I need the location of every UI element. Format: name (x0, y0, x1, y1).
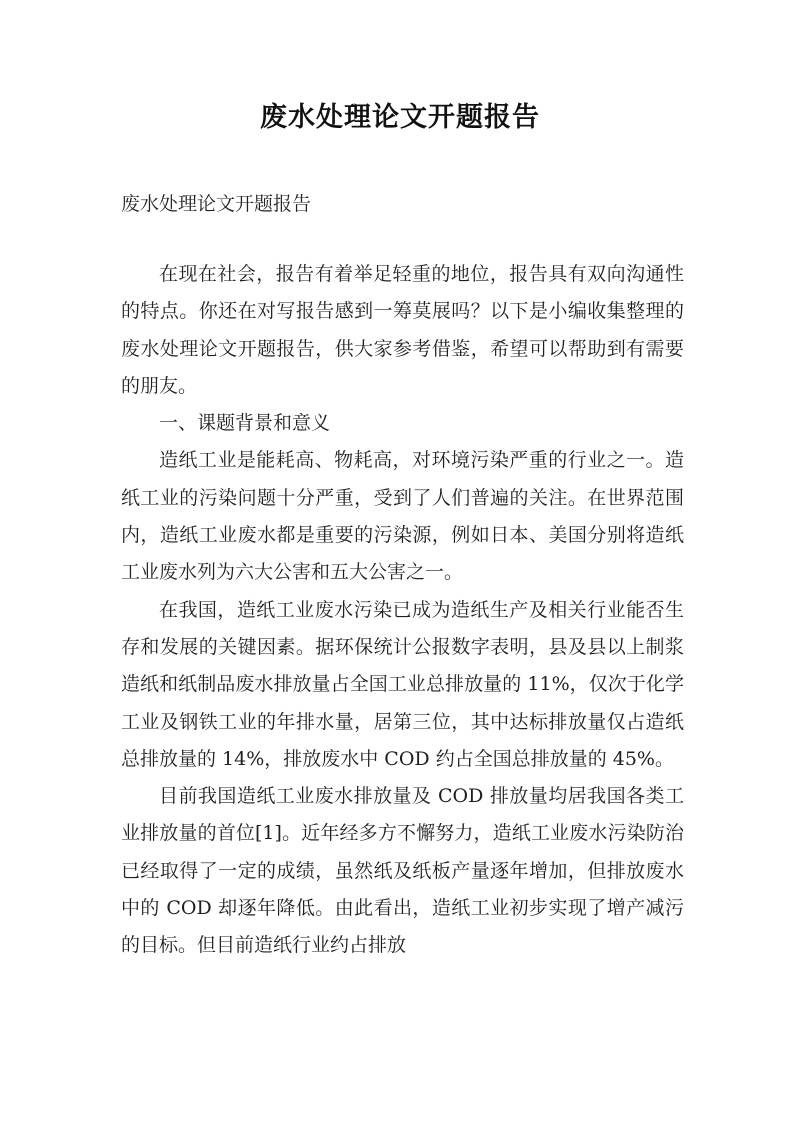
body-paragraph: 在我国，造纸工业废水污染已成为造纸生产及相关行业能否生存和发展的关键因素。据环保统计公报数字表明，县及县以上制浆造纸和纸制品废水排放量占全国工业总排放量的 11%，仅次于化学工业及钢铁工业的年排水量，居第三位，其中达标排放量仅占造纸总排放量的 14%，排放废水中 COD 约占全国总排放量的 45%。 (121, 598, 684, 770)
page-title: 废水处理论文开题报告 (260, 102, 540, 133)
document-subtitle: 废水处理论文开题报告 (121, 193, 312, 215)
document-body (121, 256, 684, 965)
section-heading: 一、课题背景和意义 (159, 412, 331, 435)
body-paragraph: 目前我国造纸工业废水排放量及 COD 排放量均居我国各类工业排放量的首位[1]。近年经多方不懈努力，造纸工业废水污染防治已经取得了一定的成绩，虽然纸及纸板产量逐年增加，但排放废水中的 COD 却逐年降低。由此看出，造纸工业初步实现了增产减污的目标。但目前造纸行业约占排放 (121, 785, 684, 957)
body-paragraph: 造纸工业是能耗高、物耗高，对环境污染严重的行业之一。造纸工业的污染问题十分严重，受到了人们普遍的关注。在世界范围内，造纸工业废水都是重要的污染源，例如日本、美国分别将造纸工业废水列为六大公害和五大公害之一。 (121, 449, 684, 584)
intro-paragraph: 在现在社会，报告有着举足轻重的地位，报告具有双向沟通性的特点。你还在对写报告感到一筹莫展吗？以下是小编收集整理的废水处理论文开题报告，供大家参考借鉴，希望可以帮助到有需要的朋友。 (121, 263, 684, 397)
